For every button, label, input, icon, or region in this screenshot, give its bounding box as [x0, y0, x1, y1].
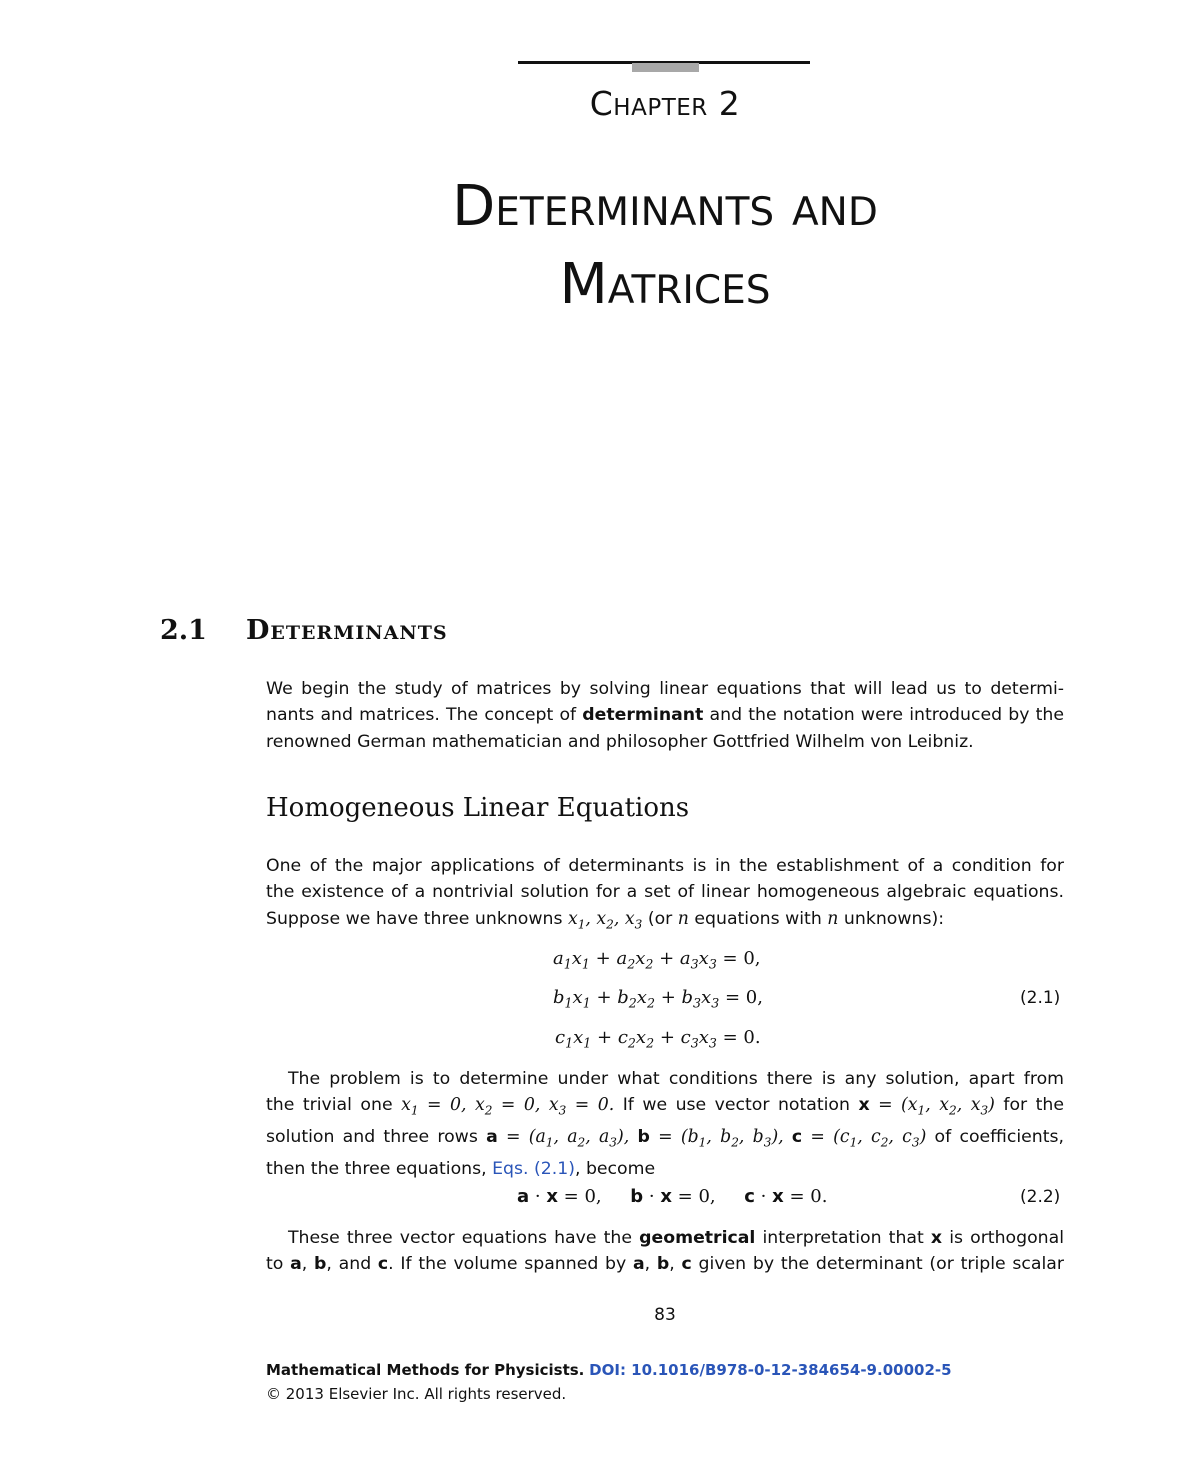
chapter-rule-tab — [632, 63, 699, 72]
footer-citation — [266, 1358, 952, 1382]
page-number: 83 — [654, 1305, 676, 1325]
section-number: 2.1 — [160, 615, 207, 646]
paragraph-homogeneous — [266, 853, 1064, 938]
paragraph-line: These three vector equations have the geometrical interpretation that x is orthogonal — [288, 1228, 1064, 1248]
chapter-title-line2: Matrices — [559, 252, 771, 317]
equation-2-2: a · x = 0, b · x = 0, c · x = 0. — [517, 1186, 828, 1207]
paragraph-line: The problem is to determine under what conditions there is any solution, apart from — [288, 1069, 1064, 1089]
chapter-title-line1: Determinants and — [452, 174, 878, 239]
paragraph-line: the trivial one $x_1 = 0$, $x_2 = 0$, $x_3 = 0$. If we use vector notation $x = (x_1$, $x_2$, $x_3$) for the — [266, 1095, 1065, 1118]
paragraph-geometric — [266, 1225, 1064, 1278]
equation-number-2-1: (2.1) — [1020, 988, 1061, 1008]
intro-paragraph — [266, 676, 1064, 755]
intro-line: We begin the study of matrices by solving linear equations that will lead us to determi- — [266, 679, 1064, 699]
paragraph-line: solution and three rows $a = (a_1$, $a_2$, $a_3$), $b = (b_1$, $b_2$, $b_3$), $c = (c_1$, $c_2$, $c_3$) of coefficients, — [266, 1127, 1065, 1150]
intro-line: nants and matrices. The concept of determinant and the notation were introduced by the — [266, 705, 1064, 726]
doi-link[interactable]: DOI: 10.1016/B978-0-12-384654-9.00002-5 — [589, 1361, 952, 1379]
equation-2-1-row-1: $a_1x_1 + a_2x_2 + a_3x_3 = 0$, — [553, 948, 761, 972]
paragraph-line: One of the major applications of determinants is in the establishment of a condition for — [266, 856, 1064, 876]
equation-reference-link[interactable]: Eqs. (2.1) — [492, 1159, 575, 1180]
equation-number-2-2: (2.2) — [1020, 1187, 1061, 1207]
term-geometrical: geometrical — [639, 1228, 756, 1248]
footer — [266, 1358, 952, 1406]
paragraph-line: the existence of a nontrivial solution for a set of linear homogeneous algebraic equations. — [266, 882, 1064, 903]
section-heading — [160, 615, 448, 646]
paragraph-line: to a, b, and c. If the volume spanned by a, b, c given by the determinant (or triple scalar — [266, 1254, 1064, 1275]
paragraph-line: then the three equations, Eqs. (2.1), become — [266, 1159, 656, 1180]
intro-line: renowned German mathematician and philosopher Gottfried Wilhelm von Leibniz. — [266, 731, 974, 752]
paragraph-problem — [266, 1066, 1064, 1183]
subsection-title: Homogeneous Linear Equations — [266, 793, 690, 823]
chapter-title — [0, 168, 1200, 324]
term-determinant: determinant — [582, 705, 704, 726]
section-title: Determinants — [246, 615, 448, 646]
paragraph-line: Suppose we have three unknowns $x_1$, $x_2$, $x_3$ (or n equations with n unknowns): — [266, 908, 945, 932]
equation-2-1-row-2: $b_1x_1 + b_2x_2 + b_3x_3 = 0$, — [553, 987, 763, 1011]
footer-copyright: © 2013 Elsevier Inc. All rights reserved. — [266, 1385, 567, 1403]
book-title: Mathematical Methods for Physicists. — [266, 1361, 585, 1379]
chapter-label: Chapter 2 — [589, 84, 741, 123]
equation-2-1-row-3: $c_1x_1 + c_2x_2 + c_3x_3 = 0$. — [555, 1027, 761, 1051]
